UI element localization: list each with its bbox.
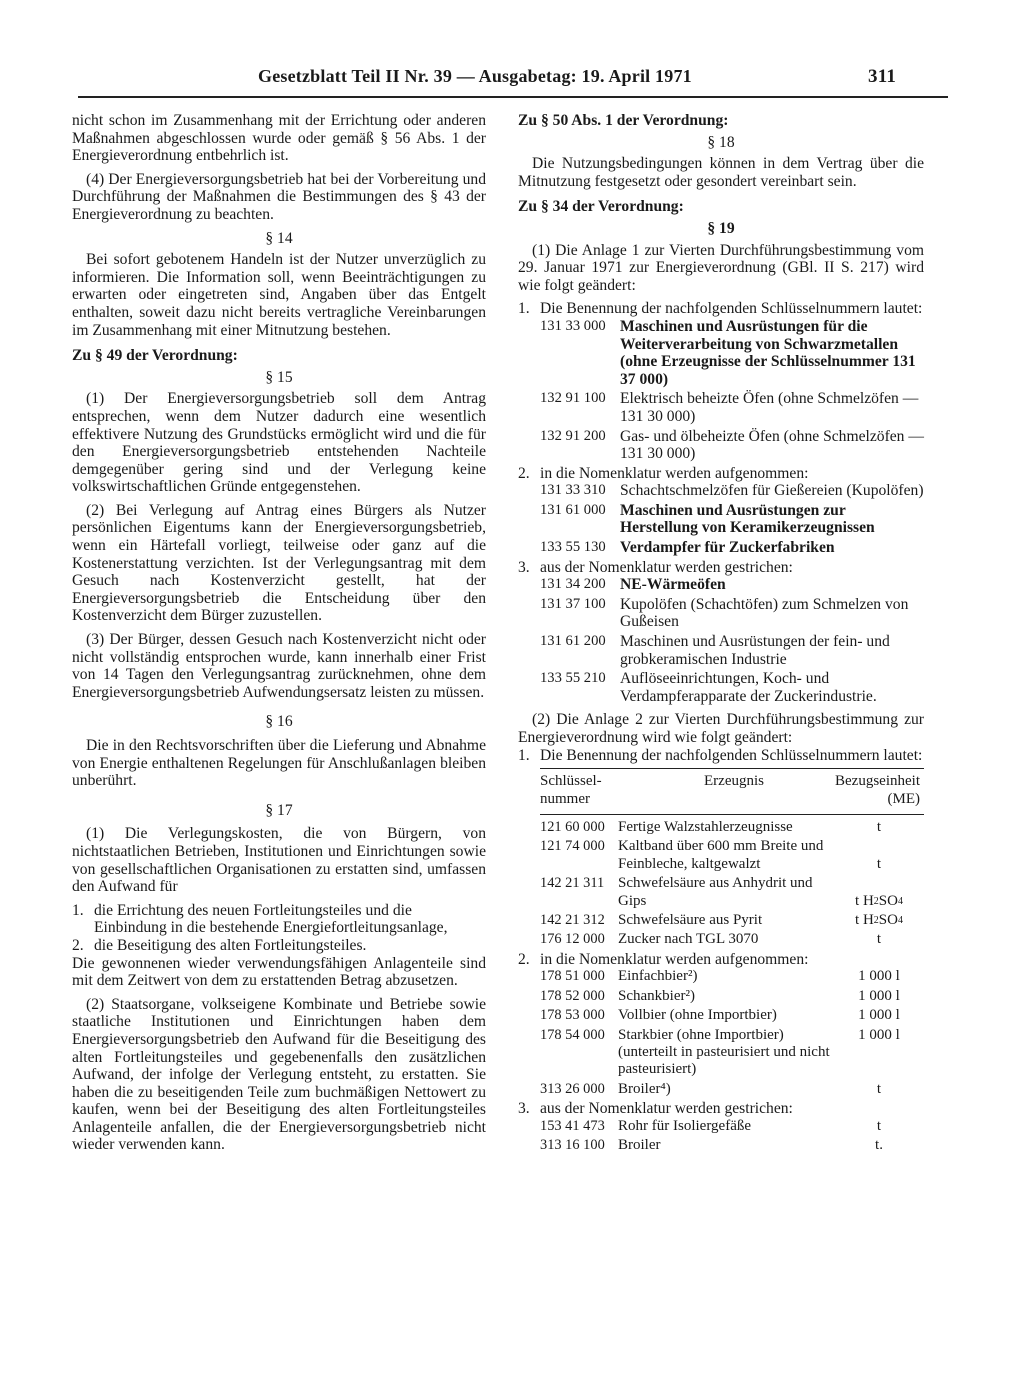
cell-code: 313 26 000 bbox=[540, 1080, 605, 1097]
cell-unit: 1 000 l bbox=[858, 987, 900, 1004]
code: 131 61 000 bbox=[540, 501, 606, 518]
code-text: Elektrisch beheizte Öfen (ohne Schmelzöfen — 131 30 000) bbox=[620, 390, 919, 425]
code-text: Maschinen und Ausrüstungen zur Herstellung von Keramikerzeugnissen bbox=[620, 501, 875, 537]
list-number: 3. bbox=[518, 1100, 530, 1118]
table-row bbox=[540, 968, 924, 985]
cell-code: 142 21 311 bbox=[540, 875, 605, 892]
list-number: 2. bbox=[72, 936, 84, 954]
left-column bbox=[72, 112, 486, 1154]
section-17-title: § 17 bbox=[265, 801, 293, 819]
anlage2-item-1 bbox=[518, 747, 924, 765]
cell-code: 142 21 312 bbox=[540, 912, 605, 929]
code-row bbox=[518, 502, 924, 537]
paragraph-continued: nicht schon im Zusammenhang mit der Errichtung oder anderen Maßnahmen abgeschlossen wurde oder gemäß § 56 Abs. 1 der Energieverordnung entbehrlich ist. bbox=[72, 112, 486, 165]
cell-code: 121 74 000 bbox=[540, 838, 605, 855]
section-16-text: Die in den Rechtsvorschriften über die Lieferung und Abnahme von Energie enthaltenen Regelungen für Anschlußanlagen bleiben unberührt. bbox=[72, 737, 486, 790]
list-text: die Errichtung des neuen Fortleitungsteiles und die Einbindung in die bestehende Energiefortleitungsanlage, bbox=[94, 901, 448, 937]
table-row bbox=[540, 1081, 924, 1098]
section-14-title: § 14 bbox=[265, 229, 293, 247]
list-number: 1. bbox=[72, 901, 84, 919]
code-row bbox=[518, 576, 924, 594]
cell-unit: t H 2 SO 4 bbox=[855, 892, 903, 909]
table-row bbox=[540, 988, 924, 1005]
anlage2-item-3 bbox=[518, 1100, 924, 1118]
code: 133 55 130 bbox=[540, 539, 606, 556]
cell-code: 178 53 000 bbox=[540, 1007, 605, 1024]
list-item bbox=[72, 902, 486, 937]
column-header-product: Erzeugnis bbox=[704, 773, 764, 790]
code-text: Kupolöfen (Schachtöfen) zum Schmelzen von Gußeisen bbox=[620, 595, 909, 631]
anlage2-item-3-rows bbox=[540, 1118, 924, 1155]
table-row bbox=[540, 838, 924, 873]
section-19-para-1: (1) Die Anlage 1 zur Vierten Durchführungsbestimmung vom 29. Januar 1971 zur Energieverordnung (GBl. II S. 217) wird wie folgt geändert: bbox=[518, 241, 924, 294]
table-row bbox=[540, 1027, 924, 1079]
list-number: 2. bbox=[518, 464, 530, 482]
cell-code: 153 41 473 bbox=[540, 1117, 605, 1134]
table-row bbox=[540, 912, 924, 929]
heading-par-50: Zu § 50 Abs. 1 der Verordnung: bbox=[518, 112, 729, 129]
list-text: in die Nomenklatur werden aufgenommen: bbox=[540, 464, 809, 482]
code: 131 33 310 bbox=[540, 482, 606, 499]
page-number: 311 bbox=[868, 66, 897, 87]
cell-unit: 1 000 l bbox=[858, 1026, 900, 1043]
code: 131 61 200 bbox=[540, 633, 606, 650]
cell-product: Einfachbier²) bbox=[618, 968, 698, 985]
cell-product: Schwefelsäure aus Anhydrit und Gips bbox=[618, 875, 813, 909]
cell-unit: t. bbox=[875, 1137, 883, 1154]
anlage2-item-2-rows bbox=[540, 968, 924, 1098]
section-15-para-1: (1) Der Energieversorgungsbetrieb soll dem Antrag entsprechen, wenn dem Nutzer dadurch eine wesentlich effektivere Nutzung des Grundstücks ermöglicht wird und die für den Energieversorgungsbetrieb entstehenden Nachteile demgegenüber gering sind und der Verlegung keine volkswirtschaftlichen Gründe entgegenstehen. bbox=[72, 390, 486, 496]
right-column bbox=[518, 112, 924, 1157]
cell-product: Fertige Walzstahlerzeugnisse bbox=[618, 819, 793, 835]
code-text: Auflöseeinrichtungen, Koch- und Verdampferapparate der Zuckerindustrie. bbox=[620, 670, 877, 705]
list-number: 1. bbox=[518, 746, 530, 764]
section-17-para-2: (2) Staatsorgane, volkseigene Kombinate und Betriebe sowie staatliche Institutionen und Einrichtungen haben dem Energieversorgungsbetrieb den Aufwand für die Beseitigung des alten Fortleitungsteiles und gegebenenfalls den zusätzlichen Aufwand, der infolge der Verlegung entsteht, zu erstatten. Sie haben die zu beseitigenden Teile zum buchmäßigen Nettowert zu kaufen, wenn bei der Beseitigung des alten Fortleitungsteiles Anlagenteile anfallen, die der Energieversorgungsbetrieb nicht wieder verwenden kann. bbox=[72, 995, 486, 1154]
header-title: Gesetzblatt Teil II Nr. 39 — Ausgabetag: 19. April 1971 bbox=[258, 66, 692, 86]
cell-unit: t H 2 SO 4 bbox=[855, 912, 903, 929]
code-row bbox=[518, 428, 924, 463]
cell-code: 178 51 000 bbox=[540, 968, 605, 985]
table-header bbox=[540, 768, 924, 815]
list-number: 2. bbox=[518, 950, 530, 968]
cell-code: 121 60 000 bbox=[540, 819, 605, 835]
cell-unit: t bbox=[876, 855, 882, 872]
list-text: die Beseitigung des alten Fortleitungsteiles. bbox=[94, 936, 367, 954]
column-header-code: Schlüssel-nummer bbox=[540, 773, 602, 807]
section-19-title: § 19 bbox=[707, 219, 735, 237]
cell-product: Vollbier (ohne Importbier) bbox=[618, 1007, 777, 1024]
code: 133 55 210 bbox=[540, 670, 606, 687]
cell-code: 178 54 000 bbox=[540, 1026, 605, 1043]
code-text: Maschinen und Ausrüstungen der fein- und grobkeramischen Industrie bbox=[620, 633, 890, 668]
code: 132 91 100 bbox=[540, 390, 606, 407]
list-item bbox=[72, 937, 486, 955]
cell-product: Starkbier (ohne Importbier) (unterteilt in pasteurisiert und nicht pasteurisiert) bbox=[618, 1026, 830, 1078]
anlage1-item-3 bbox=[518, 559, 924, 577]
list-text: aus der Nomenklatur werden gestrichen: bbox=[540, 1100, 793, 1118]
anlage1-item-2-rows bbox=[518, 482, 924, 556]
table-row bbox=[540, 931, 924, 948]
list-number: 1. bbox=[518, 300, 530, 318]
table-row bbox=[540, 1007, 924, 1024]
code-text: NE-Wärmeöfen bbox=[620, 576, 726, 594]
code-row bbox=[518, 390, 924, 425]
anlage1-item-2 bbox=[518, 465, 924, 483]
code-row bbox=[518, 318, 924, 388]
code-row bbox=[518, 596, 924, 631]
page-header bbox=[258, 66, 948, 92]
table-row bbox=[540, 1137, 924, 1154]
cell-code: 313 16 100 bbox=[540, 1137, 605, 1154]
heading-par-49: Zu § 49 der Verordnung: bbox=[72, 347, 238, 365]
list-text: in die Nomenklatur werden aufgenommen: bbox=[540, 950, 809, 968]
code-row bbox=[518, 670, 924, 705]
anlage1-item-1 bbox=[518, 300, 924, 318]
section-17-after-list: Die gewonnenen wieder verwendungsfähigen Anlagenteile sind mit dem Zeitwert von dem zu erstattenden Betrag abzusetzen. bbox=[72, 954, 486, 990]
section-18-title: § 18 bbox=[707, 133, 735, 151]
cell-unit: t bbox=[876, 931, 882, 948]
code-text: Verdampfer für Zuckerfabriken bbox=[620, 539, 835, 557]
anlage2-table bbox=[540, 768, 924, 949]
cell-product: Broiler⁴) bbox=[618, 1080, 671, 1097]
cell-unit: t bbox=[876, 819, 882, 835]
cell-code: 176 12 000 bbox=[540, 931, 605, 948]
section-15-title: § 15 bbox=[265, 368, 293, 386]
paragraph-4: (4) Der Energieversorgungsbetrieb hat bei der Vorbereitung und Durchführung der Maßnahmen die Bestimmungen des § 43 der Energieverordnung zu beachten. bbox=[72, 170, 486, 223]
code-text: Maschinen und Ausrüstungen für die Weiterverarbeitung von Schwarzmetallen (ohne Erzeugnisse der Schlüsselnummer 131 37 000) bbox=[620, 317, 916, 388]
section-15-para-2: (2) Bei Verlegung auf Antrag eines Bürgers als Nutzer persönlichen Eigentums kann der Energieversorgungsbetrieb, wenn ein Härtefall vorliegt, teilweise oder ganz auf die Kostenerstattung verzichten. Ist der Verlegungsantrag mit dem Gesuch nach Kostenverzicht gestellt, hat der Energieversorgungsbetrieb die Entscheidung über den Kostenverzicht dem Bürger zuzustellen. bbox=[72, 501, 486, 625]
cell-code: 178 52 000 bbox=[540, 987, 605, 1004]
code: 131 37 100 bbox=[540, 595, 606, 612]
anlage1-item-1-rows bbox=[518, 318, 924, 463]
section-14-text: Bei sofort gebotenem Handeln ist der Nutzer unverzüglich zu informieren. Die Information soll, wenn Beeinträchtigungen zu erwarten oder eingetreten sind, Angaben über das Entgelt enthalten, soweit dazu nicht bereits vertragliche Vereinbarungen im Zusammenhang mit einer Mitnutzung bestehen. bbox=[72, 251, 486, 339]
section-16-title: § 16 bbox=[265, 713, 293, 731]
cell-product: Rohr für Isoliergefäße bbox=[618, 1117, 752, 1134]
section-19-para-2: (2) Die Anlage 2 zur Vierten Durchführungsbestimmung zur Energieverordnung wird wie folgt geändert: bbox=[518, 711, 924, 746]
list-text: aus der Nomenklatur werden gestrichen: bbox=[540, 558, 793, 576]
list-text: Die Benennung der nachfolgenden Schlüsselnummern lautet: bbox=[540, 300, 923, 318]
cell-product: Schankbier²) bbox=[618, 987, 695, 1004]
list-text: Die Benennung der nachfolgenden Schlüsselnummern lautet: bbox=[540, 746, 923, 764]
table-row bbox=[540, 819, 924, 836]
code-row bbox=[518, 539, 924, 557]
cell-product: Schwefelsäure aus Pyrit bbox=[618, 912, 763, 929]
cell-product: Zucker nach TGL 3070 bbox=[618, 931, 759, 948]
code-row bbox=[518, 633, 924, 668]
cell-unit: t bbox=[876, 1080, 882, 1097]
list-number: 3. bbox=[518, 558, 530, 576]
section-15-para-3: (3) Der Bürger, dessen Gesuch nach Kostenverzicht nicht oder nicht vollständig entsprochen wurde, kann innerhalb einer Frist von 14 Tagen den Verlegungsantrag zurücknehmen, ohne dem Energieversorgungsbetrieb Aufwendungsersatz leisten zu müssen. bbox=[72, 631, 486, 701]
table-row bbox=[540, 1118, 924, 1135]
anlage2-item-2 bbox=[518, 951, 924, 969]
cell-product: Broiler bbox=[618, 1137, 661, 1154]
table-row bbox=[540, 875, 924, 910]
cell-product: Kaltband über 600 mm Breite und Feinbleche, kaltgewalzt bbox=[618, 838, 824, 872]
heading-par-34: Zu § 34 der Verordnung: bbox=[518, 198, 684, 216]
section-18-text: Die Nutzungsbedingungen können in dem Vertrag über die Mitnutzung festgesetzt oder gesondert vereinbart sein. bbox=[518, 155, 924, 190]
cell-unit: 1 000 l bbox=[858, 1007, 900, 1024]
section-17-para-1: (1) Die Verlegungskosten, die von Bürgern, von nichtstaatlichen Betrieben, Institutionen und Einrichtungen sowie von gesellschaftlichen Organisationen zu erstatten sind, umfassen den Aufwand für bbox=[72, 825, 486, 896]
code: 131 33 000 bbox=[540, 317, 606, 334]
cell-unit: 1 000 l bbox=[858, 968, 900, 985]
code-text: Gas- und ölbeheizte Öfen (ohne Schmelzöfen — 131 30 000) bbox=[620, 427, 924, 463]
anlage1-item-3-rows bbox=[518, 576, 924, 705]
column-header-unit: Bezugseinheit (ME) bbox=[835, 773, 920, 807]
code: 132 91 200 bbox=[540, 427, 606, 444]
header-rule bbox=[78, 96, 948, 98]
code-text: Schachtschmelzöfen für Gießereien (Kupolöfen) bbox=[620, 482, 924, 500]
code-row bbox=[518, 482, 924, 500]
code: 131 34 200 bbox=[540, 576, 606, 593]
cell-unit: t bbox=[876, 1117, 882, 1134]
